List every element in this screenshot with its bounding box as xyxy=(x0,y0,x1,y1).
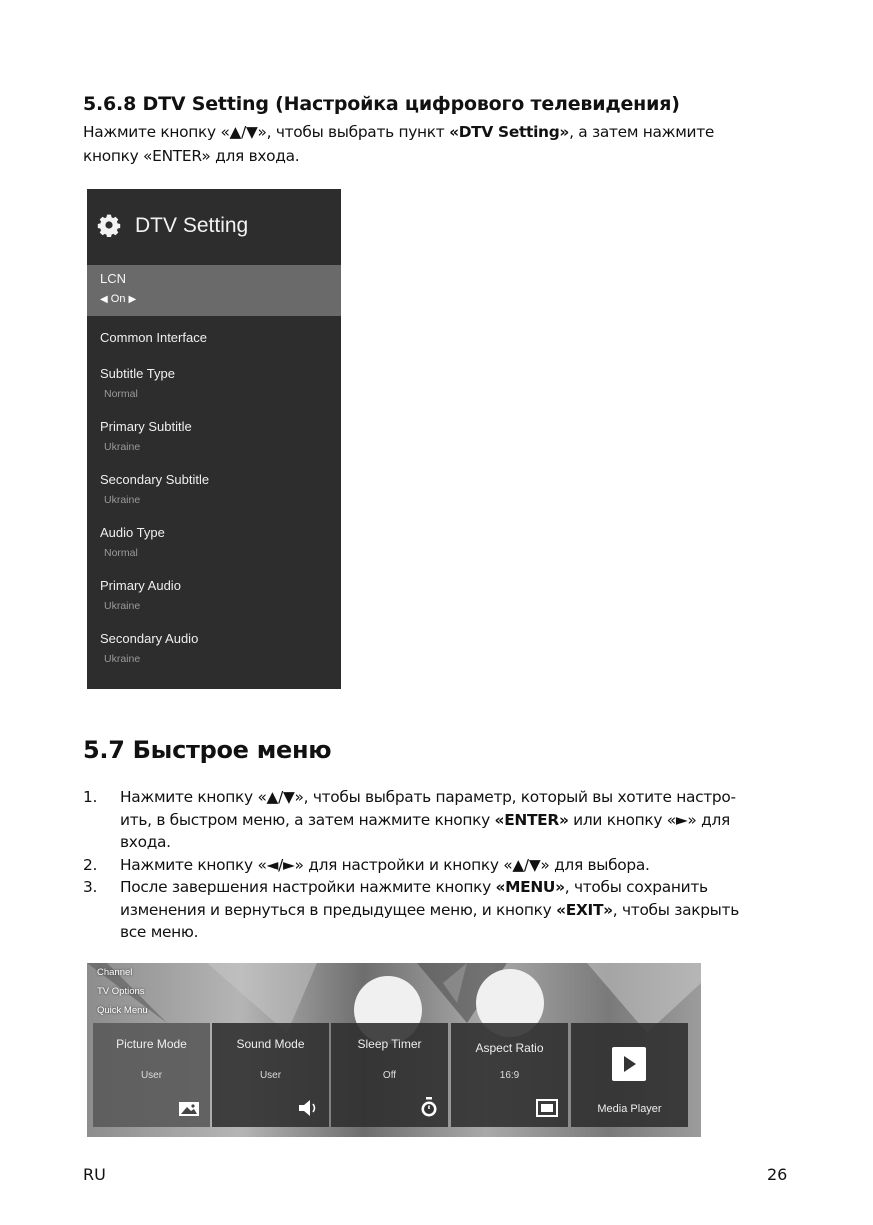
text-segment: или кнопку «►» для xyxy=(568,810,730,829)
menu-item-value: Ukraine xyxy=(104,653,141,665)
tile-label: Sleep Timer xyxy=(357,1037,422,1051)
tile-value: User xyxy=(140,1070,163,1081)
arrow-right-icon[interactable]: ▶ xyxy=(128,294,137,305)
menu-item-value: Ukraine xyxy=(104,600,141,612)
tile-sleep-timer[interactable] xyxy=(331,1023,448,1127)
text-segment: , чтобы закрыть xyxy=(612,900,739,919)
text-segment: Нажмите кнопку «▲/▼», чтобы выбрать пункт xyxy=(83,123,450,141)
menu-item-label: Common Interface xyxy=(100,330,207,345)
value-selector[interactable] xyxy=(100,293,136,305)
menu-item-audio-type[interactable] xyxy=(100,525,330,559)
page-number: 26 xyxy=(767,1165,788,1184)
play-icon xyxy=(612,1047,646,1081)
menu-title: DTV Setting xyxy=(135,214,249,237)
footer-language: RU xyxy=(83,1165,106,1184)
menu-item-label: Subtitle Type xyxy=(100,366,175,381)
selector-value: On xyxy=(110,293,126,305)
tile-value: User xyxy=(259,1070,282,1081)
list-item xyxy=(83,876,803,944)
text-segment: , а затем нажмите xyxy=(569,123,715,141)
text-segment: Нажмите кнопку «◄/►» для настройки и кнопку «▲/▼» для выбора. xyxy=(120,855,650,874)
text-segment: Нажмите кнопку «▲/▼», чтобы выбрать параметр, который вы хотите настро- xyxy=(120,788,736,806)
list-number: 3. xyxy=(83,878,98,896)
tile-media-player[interactable] xyxy=(571,1023,688,1127)
tile-label: Aspect Ratio xyxy=(475,1041,544,1055)
menu-item-label: Primary Subtitle xyxy=(100,419,192,434)
tile-picture-mode[interactable] xyxy=(93,1023,210,1127)
breadcrumb-item[interactable]: Channel xyxy=(97,967,133,978)
menu-item-label: Secondary Subtitle xyxy=(100,472,210,487)
dtv-setting-menu xyxy=(87,189,341,689)
menu-item-value: Ukraine xyxy=(104,441,141,453)
tile-value: Off xyxy=(382,1070,397,1081)
text-segment: все меню. xyxy=(120,923,199,941)
menu-item-lcn[interactable] xyxy=(87,265,341,316)
list-item xyxy=(83,854,803,877)
quick-menu-screenshot xyxy=(87,963,701,1137)
bold-term: «ENTER» xyxy=(494,810,569,829)
menu-item-label: Primary Audio xyxy=(100,578,181,593)
text-segment: ить, в быстром меню, а затем нажмите кнопку xyxy=(120,810,495,829)
tile-aspect-ratio[interactable] xyxy=(451,1023,568,1127)
dtv-instruction-line-2: кнопку «ENTER» для входа. xyxy=(83,147,300,165)
bold-term: «DTV Setting» xyxy=(449,123,570,141)
tile-label: Picture Mode xyxy=(116,1037,187,1051)
text-segment: После завершения настройки нажмите кнопку xyxy=(120,878,496,896)
menu-item-subtitle-type[interactable] xyxy=(100,366,330,400)
list-item xyxy=(83,786,803,854)
text-segment: изменения и вернуться в предыдущее меню, и кнопку xyxy=(120,900,557,919)
menu-item-label: LCN xyxy=(100,271,127,286)
bold-term: «MENU» xyxy=(495,878,565,896)
speaker-icon xyxy=(297,1099,319,1117)
dtv-instruction-line-1 xyxy=(83,120,783,144)
picture-icon xyxy=(178,1101,200,1117)
text-segment: входа. xyxy=(120,833,171,851)
list-number: 1. xyxy=(83,788,98,806)
tile-label: Sound Mode xyxy=(236,1037,305,1051)
section-heading-quick-menu: 5.7 Быстрое меню xyxy=(83,736,332,764)
list-number: 2. xyxy=(83,855,98,874)
menu-item-label: Audio Type xyxy=(100,525,165,540)
breadcrumb-item[interactable]: TV Options xyxy=(97,986,145,997)
menu-header xyxy=(87,189,341,265)
menu-item-label: Secondary Audio xyxy=(100,631,199,646)
menu-item-primary-audio[interactable] xyxy=(100,578,330,612)
menu-item-value: Normal xyxy=(104,388,138,400)
tile-value: 16:9 xyxy=(499,1070,520,1081)
breadcrumb-item[interactable]: Quick Menu xyxy=(97,1005,148,1016)
tile-sound-mode[interactable] xyxy=(212,1023,329,1127)
section-heading-dtv-setting: 5.6.8 DTV Setting (Настройка цифрового телевидения) xyxy=(83,93,680,115)
steps-list xyxy=(83,786,803,944)
arrow-left-icon[interactable]: ◀ xyxy=(100,294,108,305)
gear-icon xyxy=(97,213,121,237)
text-segment: , чтобы сохранить xyxy=(564,878,708,896)
menu-item-secondary-audio[interactable] xyxy=(100,631,330,665)
bold-term: «EXIT» xyxy=(556,900,613,919)
menu-item-value: Normal xyxy=(104,547,138,559)
aspect-ratio-icon xyxy=(536,1099,558,1117)
menu-item-common-interface[interactable] xyxy=(100,330,330,345)
menu-item-primary-subtitle[interactable] xyxy=(100,419,330,453)
menu-item-value: Ukraine xyxy=(104,494,141,506)
tile-label: Media Player xyxy=(597,1103,662,1115)
menu-item-secondary-subtitle[interactable] xyxy=(100,472,330,506)
timer-icon xyxy=(420,1097,438,1117)
